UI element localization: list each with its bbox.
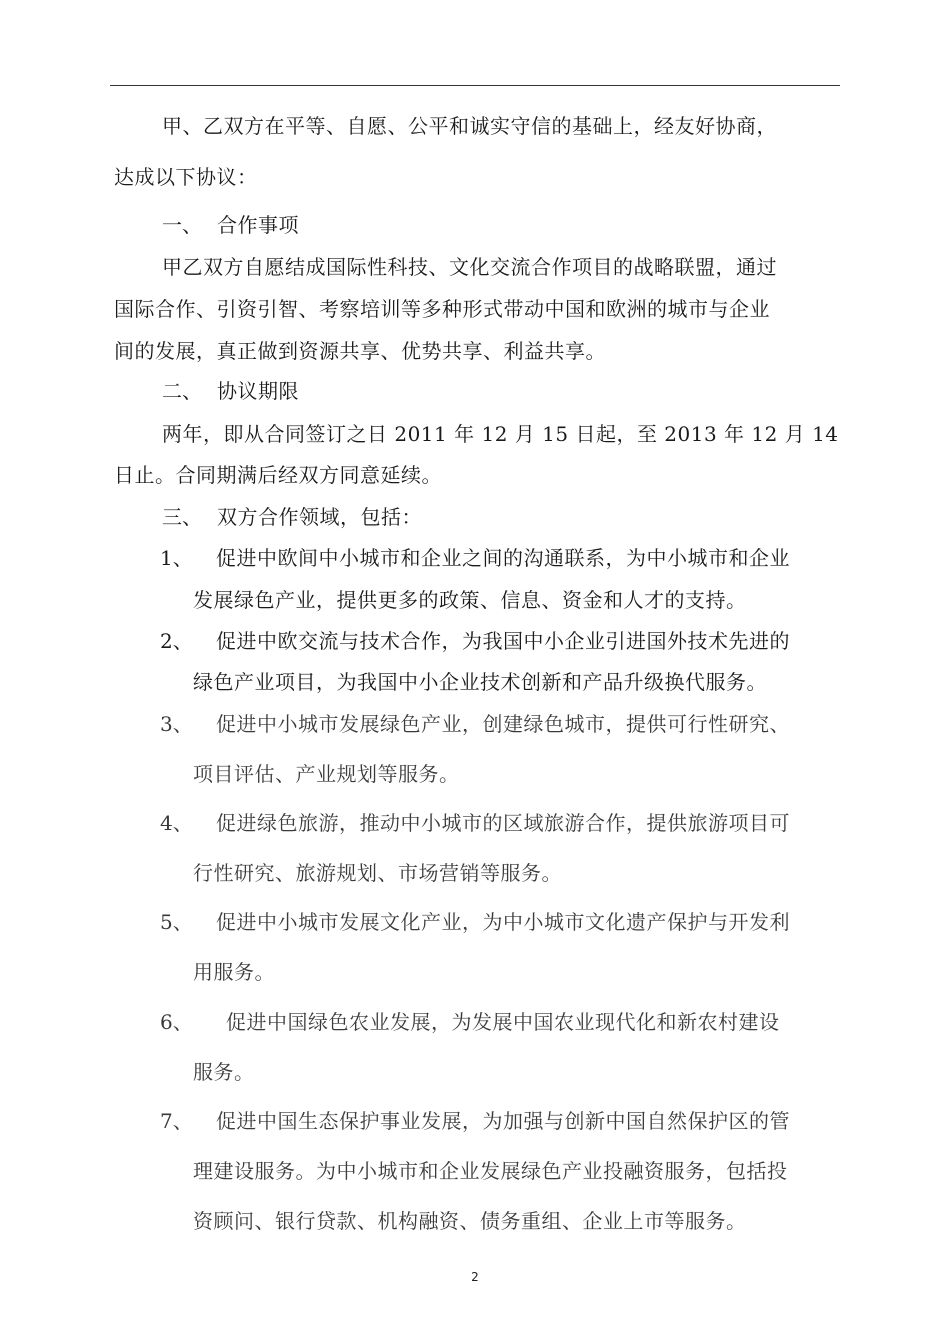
section1-line-2: 国际合作、引资引智、考察培训等多种形式带动中国和欧洲的城市与企业 [114,297,770,321]
list-item-2-number: 2、 [160,629,193,653]
list-item-5-line-1: 促进中小城市发展文化产业，为中小城市文化遗产保护与开发利 [216,910,790,934]
list-item-1-line-1: 促进中欧间中小城市和企业之间的沟通联系，为中小城市和企业 [216,546,790,570]
section3-heading: 双方合作领域，包括： [217,505,422,529]
list-item-2-line-1: 促进中欧交流与技术合作，为我国中小企业引进国外技术先进的 [216,629,790,653]
list-item-6-line-1: 促进中国绿色农业发展，为发展中国农业现代化和新农村建设 [226,1010,780,1034]
list-item-5-number: 5、 [160,910,193,934]
list-item-7-number: 7、 [160,1109,193,1133]
list-item-6-line-2: 服务。 [193,1060,255,1084]
section1-line-1: 甲乙双方自愿结成国际性科技、文化交流合作项目的战略联盟，通过 [162,255,777,279]
section2-line-2: 日止。合同期满后经双方同意延续。 [114,463,442,487]
list-item-7-line-1: 促进中国生态保护事业发展，为加强与创新中国自然保护区的管 [216,1109,790,1133]
list-item-3-number: 3、 [160,712,193,736]
list-item-2-line-2: 绿色产业项目，为我国中小企业技术创新和产品升级换代服务。 [193,670,767,694]
section1-heading: 合作事项 [217,213,299,237]
section1-line-3: 间的发展，真正做到资源共享、优势共享、利益共享。 [114,339,606,363]
header-rule [110,85,840,86]
section2-line-1: 两年，即从合同签订之日 2011 年 12 月 15 日起，至 2013 年 12 月 14 [162,422,839,446]
list-item-4-number: 4、 [160,811,193,835]
list-item-4-line-1: 促进绿色旅游，推动中小城市的区域旅游合作，提供旅游项目可 [216,811,790,835]
intro-line-1: 甲、乙双方在平等、自愿、公平和诚实守信的基础上，经友好协商， [162,114,777,138]
list-item-5-line-2: 用服务。 [193,960,275,984]
list-item-3-line-1: 促进中小城市发展绿色产业，创建绿色城市，提供可行性研究、 [216,712,790,736]
section2-heading: 协议期限 [217,379,299,403]
page-number: 2 [471,1270,479,1284]
list-item-3-line-2: 项目评估、产业规划等服务。 [193,762,460,786]
section2-heading-number: 二、 [162,379,202,403]
list-item-4-line-2: 行性研究、旅游规划、市场营销等服务。 [193,861,562,885]
list-item-6-number: 6、 [160,1010,193,1034]
intro-line-2: 达成以下协议： [114,165,258,189]
list-item-7-line-2: 理建设服务。为中小城市和企业发展绿色产业投融资服务，包括投 [193,1159,788,1183]
list-item-1-line-2: 发展绿色产业，提供更多的政策、信息、资金和人才的支持。 [193,588,747,612]
list-item-7-line-3: 资顾问、银行贷款、机构融资、债务重组、企业上市等服务。 [193,1209,747,1233]
section1-heading-number: 一、 [162,213,202,237]
list-item-1-number: 1、 [160,546,193,570]
section3-heading-number: 三、 [162,505,202,529]
